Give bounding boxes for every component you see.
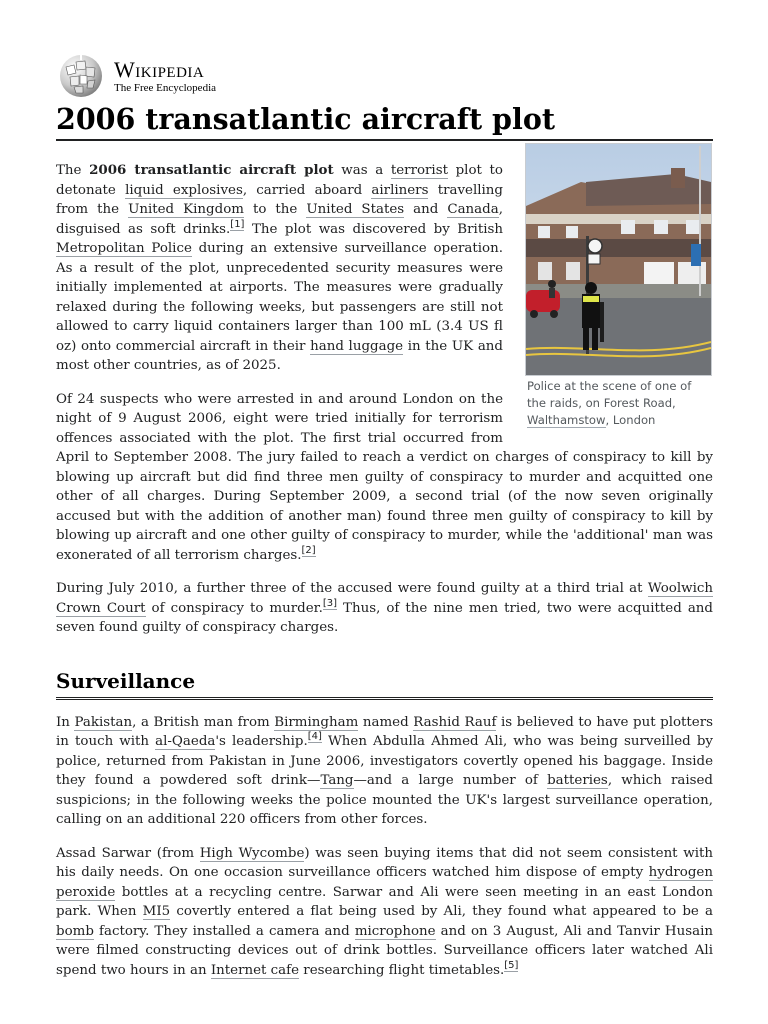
link-rashid-rauf[interactable]: Rashid Rauf <box>413 714 497 730</box>
surveillance-paragraph-1: In Pakistan, a British man from Birmingham named Rashid Rauf is believed to have put plotters in touch with al-Qaeda's leadership.[4] When Abdulla Ahmed Ali, who was being surveilled by police, returned from Pakistan in June 2006, investigators covertly opened his baggage. Inside they found a powdered soft drink—Tang—and a large number of batteries, which raised suspicions; in the following weeks the police mounted the UK's largest surveillance operation, calling on an additional 220 officers from other forces. <box>56 714 714 827</box>
article-page <box>56 52 713 994</box>
figure-caption <box>525 376 713 429</box>
page-title: 2006 transatlantic aircraft plot <box>56 102 713 141</box>
reference-3[interactable] <box>323 598 337 610</box>
reference-2-link[interactable]: [2] <box>301 544 316 556</box>
link-canada[interactable]: Canada <box>447 202 499 217</box>
reference-5-link[interactable]: [5] <box>504 959 519 971</box>
reference-3-link[interactable]: [3] <box>322 597 338 609</box>
section-heading-surveillance: Surveillance <box>56 668 713 700</box>
reference-1[interactable] <box>230 219 244 231</box>
link-tang[interactable]: Tang <box>320 773 354 788</box>
reference-4-link[interactable]: [4] <box>307 731 322 742</box>
lead-paragraph-3: During July 2010, a further three of the accused were found guilty at a third trial at Woolwich Crown Court of conspiracy to murder.[3] Thus, of the nine men tried, two were acquitted and seven found guilty of conspiracy charges. <box>56 581 713 635</box>
link-united-kingdom[interactable]: United Kingdom <box>128 202 244 217</box>
link-high-wycombe[interactable]: High Wycombe <box>199 845 305 861</box>
wikipedia-logo[interactable] <box>56 52 713 100</box>
surveillance-paragraph-2: Assad Sarwar (from High Wycombe) was seen buying items that did not seem consistent with his daily needs. On one occasion surveillance officers watched him dispose of empty hydrogen peroxide bottles at a recycling centre. Sarwar and Ali were seen meeting in an east London park. When MI5 covertly entered a flat being used by Ali, they found what appeared to be a bomb factory. They installed a camera and microphone and on 3 August, Ali and Tanvir Husain were filmed constructing devices out of drink bottles. Surveillance officers later watched Ali spend two hours in an Internet cafe researching flight timetables.[5] <box>56 845 714 978</box>
link-microphone[interactable]: microphone <box>354 923 436 939</box>
link-united-states[interactable]: United States <box>306 202 405 217</box>
article-figure <box>525 143 713 429</box>
wikipedia-tagline: The Free Encyclopedia <box>114 81 217 94</box>
link-hydrogen-peroxide[interactable]: hydrogen peroxide <box>56 865 713 900</box>
caption-text: Police at the scene of one of the raids, on Forest Road, <box>527 379 692 410</box>
lead-paragraph-1: The 2006 transatlantic aircraft plot was a terrorist plot to detonate liquid explosives, carried aboard airliners travelling from the United Kingdom to the United States and Canada, disguised as soft drinks.[1] The plot was discovered by British Metropolitan Police during an extensive surveillance operation. As a result of the plot, unprecedented security measures were initially implemented at airports. The measures were gradually relaxed during the following weeks, but passengers are still not allowed to carry liquid containers larger than 100 mL (3.4 US fl oz) onto commercial aircraft in their hand luggage in the UK and most other countries, as of 2025. <box>56 162 503 373</box>
link-walthamstow[interactable]: Walthamstow <box>527 413 606 427</box>
link-liquid-explosives[interactable]: liquid explosives <box>125 182 243 198</box>
link-batteries[interactable]: batteries <box>547 773 608 788</box>
link-woolwich-crown-court[interactable]: Woolwich Crown Court <box>56 581 713 616</box>
wikipedia-wordmark: Wikipedia <box>114 56 205 82</box>
reference-2[interactable] <box>302 545 316 557</box>
link-metropolitan-police[interactable]: Metropolitan Police <box>56 241 192 256</box>
lead-paragraph-2: Of 24 suspects who were arrested in and around London on the night of 9 August 2006, eight were tried initially for terrorism offences associated with the plot. The first trial occurred from April to September 2008. The jury failed to reach a verdict on charges of conspiracy to kill by blowing up aircraft but did find three men guilty of conspiracy to murder and acquitted one other of all charges. During September 2009, a second trial (of the now seven originally accused but with the addition of another man) found three men guilty of conspiracy to kill by blowing up aircraft and one other guilty of conspiracy to murder, while the 'additional' man was exonerated of all terrorism charges.[2] <box>56 391 713 563</box>
reference-4[interactable] <box>308 731 322 743</box>
wikipedia-globe-icon <box>56 53 106 99</box>
link-hand-luggage[interactable]: hand luggage <box>310 338 404 354</box>
link-terrorist[interactable]: terrorist <box>390 163 448 178</box>
reference-5[interactable] <box>504 960 518 972</box>
police-scene-photo[interactable] <box>525 143 712 376</box>
caption-text-end: , London <box>605 413 656 427</box>
link-al-qaeda[interactable]: al-Qaeda <box>155 734 216 749</box>
link-pakistan[interactable]: Pakistan <box>74 714 133 730</box>
reference-1-link[interactable]: [1] <box>230 218 245 230</box>
link-internet-cafe[interactable]: Internet cafe <box>210 962 300 978</box>
link-birmingham[interactable]: Birmingham <box>274 714 359 730</box>
link-bomb[interactable]: bomb <box>56 923 94 939</box>
link-airliners[interactable]: airliners <box>371 182 429 198</box>
article-subject: 2006 transatlantic aircraft plot <box>89 162 334 178</box>
link-mi5[interactable]: MI5 <box>142 904 171 919</box>
